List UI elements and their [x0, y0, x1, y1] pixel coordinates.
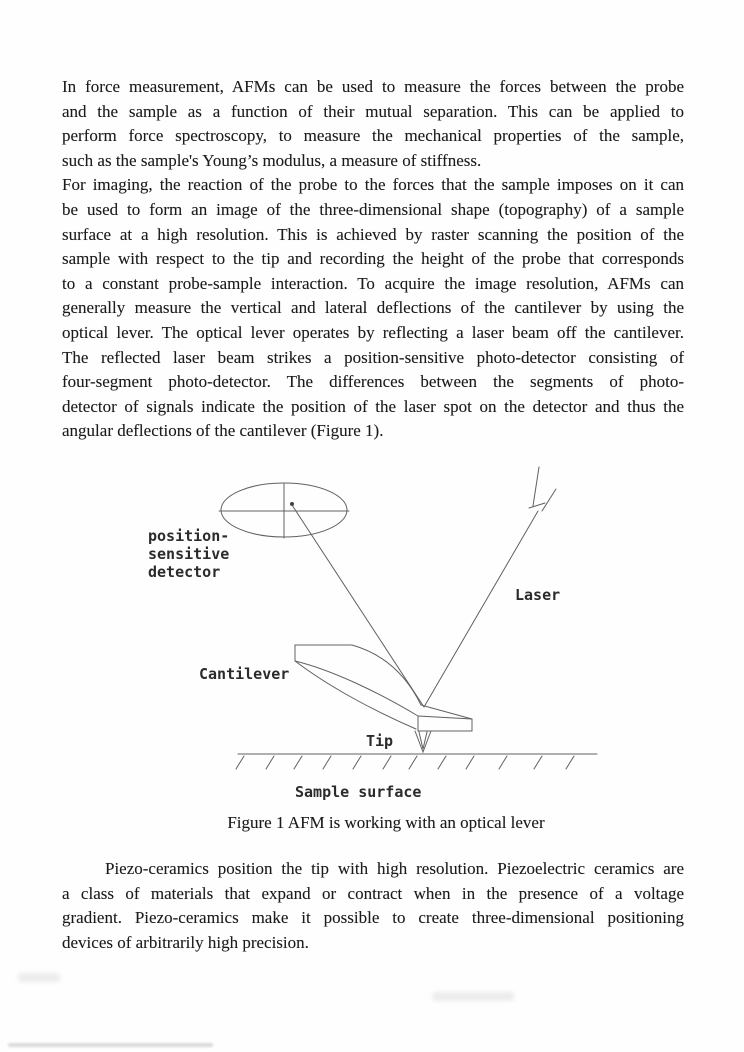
detector-label-line1: position-	[148, 527, 230, 545]
laser-source-nib	[529, 503, 545, 508]
text-line: devices of arbitrarily high precision.	[62, 932, 309, 952]
scan-artifact	[8, 1043, 213, 1047]
hatch-mark	[323, 756, 331, 769]
text-line: perform force spectroscopy, to measure the mechanical properties of the sample,	[62, 126, 684, 146]
paragraph-force-measurement	[62, 75, 684, 173]
text-line: For imaging, the reaction of the probe to the forces that the sample imposes on it can	[62, 175, 684, 195]
surface-hatching	[236, 756, 574, 769]
text-line: Piezo-ceramics position the tip with high resolution. Piezoelectric ceramics are	[105, 859, 684, 878]
text-line: a class of materials that expand or contract when in the presence of a voltage	[62, 883, 684, 903]
detector-ellipse	[221, 483, 347, 537]
laser-label: Laser	[515, 586, 561, 604]
hatch-mark	[466, 756, 474, 769]
tip-inner-triangle	[419, 732, 427, 749]
scan-artifact	[18, 973, 60, 982]
body-text-block-bottom	[62, 857, 684, 955]
tip-label: Tip	[366, 732, 394, 750]
scan-artifact	[432, 992, 514, 1001]
sample-surface-label: Sample surface	[295, 783, 422, 801]
text-line: and the sample as a function of their mutual separation. This can be applied to	[62, 101, 684, 121]
cantilever-front-top-edge	[295, 661, 418, 716]
hatch-mark	[236, 756, 244, 769]
reflected-beam	[292, 505, 424, 707]
figure-caption: Figure 1 AFM is working with an optical lever	[227, 813, 545, 832]
text-line: In force measurement, AFMs can be used to measure the forces between the probe	[62, 77, 684, 96]
tip-holder-block	[418, 716, 472, 731]
cantilever-end-top-edge	[421, 705, 472, 719]
text-line: surface at a high resolution. This is achieved by raster scanning the position of the	[62, 224, 684, 244]
text-line: The reflected laser beam strikes a position-sensitive photo-detector consisting of	[62, 347, 684, 367]
text-line: detector of signals indicate the position of the laser spot on the detector and thus the	[62, 396, 684, 416]
figure-linework	[219, 467, 597, 769]
text-line: to a constant probe-sample interaction. To acquire the image resolution, AFMs can	[62, 273, 684, 293]
text-line: angular deflections of the cantilever (Figure 1).	[62, 421, 384, 441]
detector-label-line2: sensitive	[148, 545, 230, 563]
incident-beam	[424, 511, 538, 707]
hatch-mark	[266, 756, 274, 769]
text-line: sample with respect to the tip and recording the height of the probe that corresponds	[62, 249, 684, 269]
hatch-mark	[409, 756, 417, 769]
laser-spot-dot	[290, 502, 294, 506]
hatch-mark	[294, 756, 302, 769]
cantilever-label: Cantilever	[199, 665, 290, 683]
text-line: such as the sample's Young’s modulus, a measure of stiffness.	[62, 150, 482, 170]
hatch-mark	[534, 756, 542, 769]
detector-label-line3: detector	[148, 563, 221, 581]
hatch-mark	[353, 756, 361, 769]
text-line: four-segment photo-detector. The differences between the segments of photo-	[62, 372, 684, 392]
laser-source-left-edge	[533, 467, 539, 506]
hatch-mark	[383, 756, 391, 769]
hatch-mark	[438, 756, 446, 769]
laser-source-right-edge	[542, 489, 556, 511]
hatch-mark	[566, 756, 574, 769]
tip-outer-triangle	[415, 731, 431, 752]
hatch-mark	[499, 756, 507, 769]
cantilever-back-edge	[295, 645, 421, 705]
text-line: be used to form an image of the three-dimensional shape (topography) of a sample	[62, 199, 684, 219]
text-line: optical lever. The optical lever operates by reflecting a laser beam off the cantilever.	[62, 322, 684, 342]
paragraph-piezo-ceramics	[62, 857, 684, 955]
text-line: generally measure the vertical and lateral deflections of the cantilever by using the	[62, 298, 684, 318]
body-text-block-top	[62, 75, 684, 444]
figure-labels	[148, 527, 560, 801]
paragraph-imaging	[62, 173, 684, 444]
text-line: gradient. Piezo-ceramics make it possible to create three-dimensional positioning	[62, 908, 684, 928]
cantilever-front-bottom-edge	[295, 661, 416, 729]
